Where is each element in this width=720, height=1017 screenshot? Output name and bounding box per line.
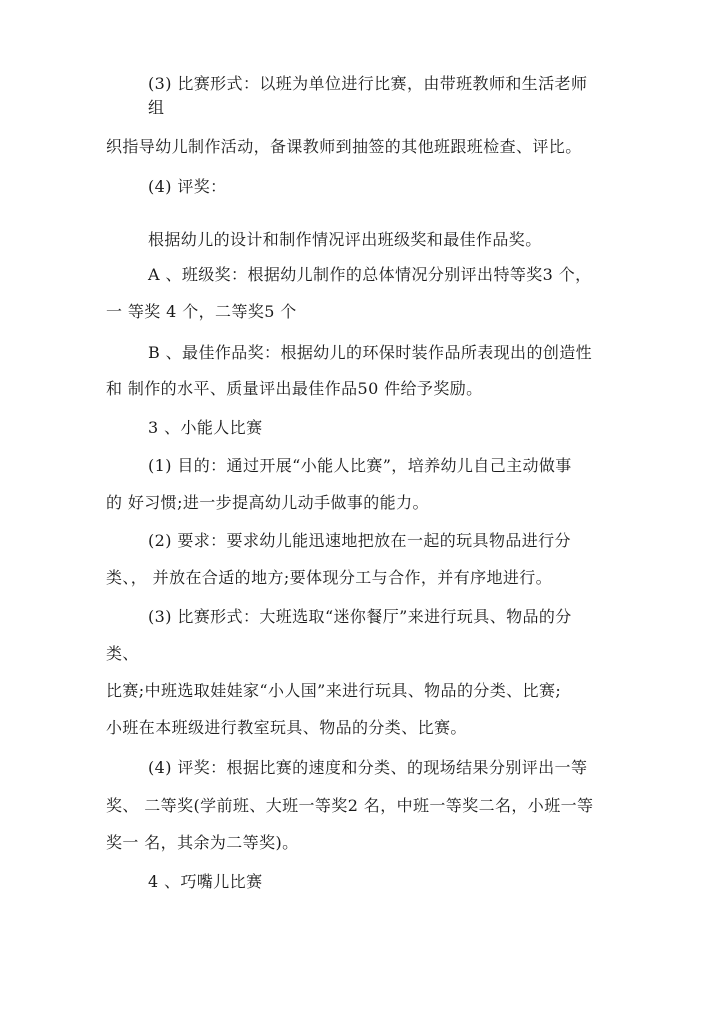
text-line: 小班在本班级进行教室玩具、物品的分类、比赛。 [106, 718, 467, 737]
text-line: 的 好习惯;进一步提高幼儿动手做事的能力。 [106, 493, 429, 512]
text-line: 一 等奖 4 个，二等奖5 个 [106, 302, 297, 321]
text-line: 组 [148, 98, 165, 117]
text-line: 类、， 并放在合适的地方;要体现分工与合作，并有序地进行。 [106, 568, 553, 587]
text-line: 和 制作的水平、质量评出最佳作品50 件给予奖励。 [106, 379, 483, 398]
text-line: 织指导幼儿制作活动，备课教师到抽签的其他班跟班检查、评比。 [106, 137, 582, 156]
text-line: 奖一 名，其余为二等奖)。 [106, 833, 299, 852]
text-line: 3 、小能人比赛 [148, 418, 263, 437]
text-line: (4) 评奖： [148, 177, 227, 196]
text-line: 根据幼儿的设计和制作情况评出班级奖和最佳作品奖。 [148, 230, 542, 249]
text-line: (3) 比赛形式：大班选取“迷你餐厅”来进行玩具、物品的分 [148, 607, 572, 626]
text-line: 4 、巧嘴儿比赛 [148, 872, 263, 891]
text-line: (4) 评奖：根据比赛的速度和分类、的现场结果分别评出一等 [148, 758, 588, 777]
text-line: B 、最佳作品奖：根据幼儿的环保时装作品所表现出的创造性 [148, 343, 593, 362]
text-line: 比赛;中班选取娃娃家“小人国”来进行玩具、物品的分类、比赛; [106, 681, 562, 700]
text-line: 奖、 二等奖(学前班、大班一等奖2 名，中班一等奖二名，小班一等 [106, 796, 594, 815]
text-line: A 、班级奖：根据幼儿制作的总体情况分别评出特等奖3 个， [148, 265, 592, 284]
text-line: (1) 目的：通过开展“小能人比赛”，培养幼儿自己主动做事 [148, 456, 572, 475]
text-line: (3) 比赛形式：以班为单位进行比赛，由带班教师和生活老师 [148, 74, 588, 93]
text-line: (2) 要求：要求幼儿能迅速地把放在一起的玩具物品进行分 [148, 531, 571, 550]
text-line: 类、 [106, 644, 139, 663]
